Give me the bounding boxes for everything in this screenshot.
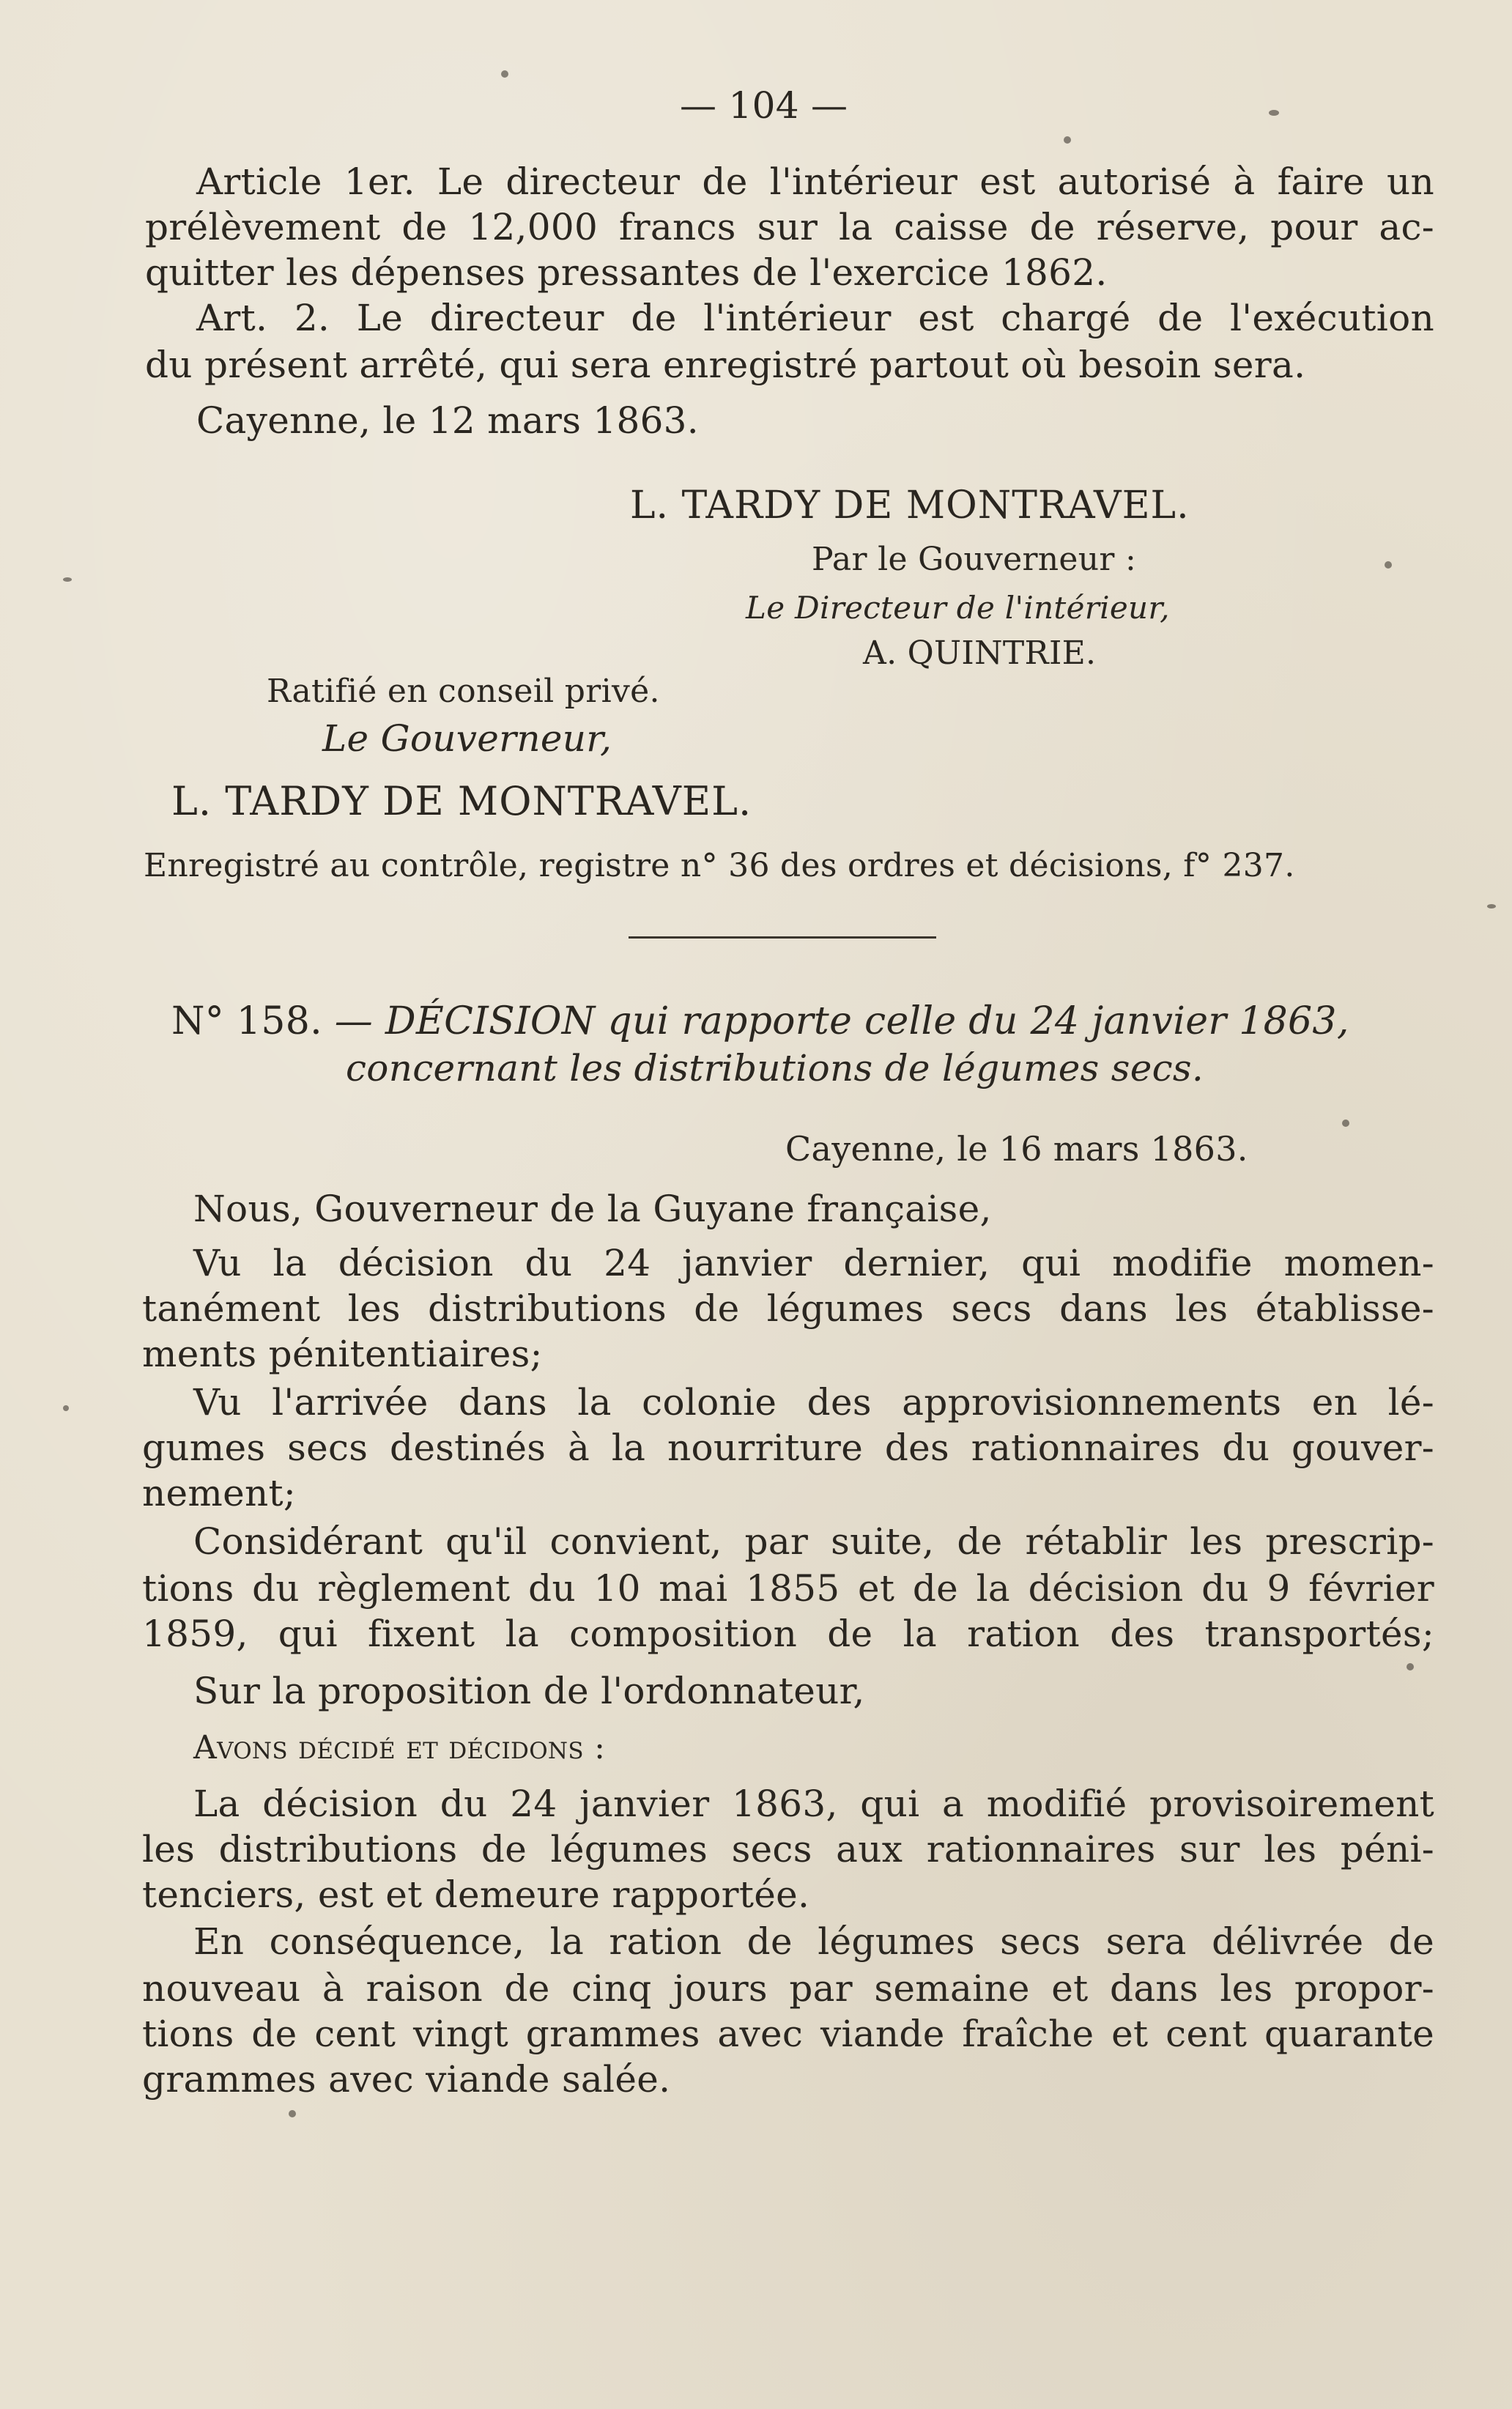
paper-speck: [63, 577, 72, 582]
decision-line-6: gumes secs destinés à la nourriture des rationnaires du gouver-: [142, 1426, 1434, 1469]
decision-line-4: ments pénitentiaires;: [142, 1333, 543, 1375]
decision-line-15: tenciers, est et demeure rapportée.: [142, 1873, 810, 1916]
paper-speck: [1269, 110, 1279, 116]
section-divider: [629, 936, 936, 939]
decision-line-7: nement;: [142, 1472, 297, 1514]
directeur-title: Le Directeur de l'intérieur,: [746, 590, 1170, 626]
decision-line-16: En conséquence, la ration de légumes secs sera délivrée de: [193, 1920, 1434, 1963]
arrete-line-1: Article 1er. Le directeur de l'intérieur est autorisé à faire un: [196, 160, 1434, 203]
arrete-date: Cayenne, le 12 mars 1863.: [196, 399, 699, 442]
arrete-line-3: quitter les dépenses pressantes de l'exercice 1862.: [145, 251, 1108, 294]
paper-speck: [1342, 1120, 1349, 1127]
decision-title-line-1: — DÉCISION qui rapporte celle du 24 janvier 1863,: [334, 999, 1349, 1043]
decision-line-8: Considérant qu'il convient, par suite, de rétablir les prescrip-: [193, 1520, 1434, 1563]
gouverneur-title: Le Gouverneur,: [322, 717, 612, 760]
paper-speck: [501, 70, 508, 78]
decision-line-10: 1859, qui fixent la composition de la ration des transportés;: [142, 1613, 1434, 1655]
decision-line-18: tions de cent vingt grammes avec viande fraîche et cent quarante: [142, 2013, 1434, 2055]
paper-speck: [1487, 904, 1496, 909]
decision-line-11: Sur la proposition de l'ordonnateur,: [193, 1670, 865, 1712]
ratifie-text: Ratifié en conseil privé.: [267, 673, 660, 710]
decision-line-5: Vu l'arrivée dans la colonie des approvisionnements en lé-: [193, 1381, 1434, 1424]
decision-line-17: nouveau à raison de cinq jours par semaine et dans les propor-: [142, 1967, 1434, 2010]
gouverneur-name: L. TARDY DE MONTRAVEL.: [171, 778, 752, 824]
arrete-line-2: prélèvement de 12,000 francs sur la caisse de réserve, pour ac-: [145, 206, 1434, 248]
decision-line-19: grammes avec viande salée.: [142, 2058, 671, 2101]
decision-heading-line-1: [171, 999, 1349, 1043]
decision-date: Cayenne, le 16 mars 1863.: [785, 1129, 1248, 1169]
decision-line-12: Avons décidé et décidons :: [193, 1729, 606, 1766]
par-le-gouverneur: Par le Gouverneur :: [812, 541, 1137, 578]
decision-line-14: les distributions de légumes secs aux rationnaires sur les péni-: [142, 1828, 1434, 1870]
enregistre-note: Enregistré au contrôle, registre n° 36 des ordres et décisions, f° 237.: [144, 847, 1295, 884]
decision-line-13: La décision du 24 janvier 1863, qui a modifié provisoirement: [193, 1783, 1434, 1825]
decision-line-1: Nous, Gouverneur de la Guyane française,: [193, 1188, 992, 1230]
paper-speck: [1407, 1663, 1414, 1670]
arrete-signature: L. TARDY DE MONTRAVEL.: [630, 484, 1190, 528]
decision-line-2: Vu la décision du 24 janvier dernier, qui modifie momen-: [193, 1242, 1434, 1284]
decision-line-9: tions du règlement du 10 mai 1855 et de la décision du 9 février: [142, 1567, 1434, 1610]
paper-speck: [289, 2110, 296, 2117]
arrete-line-4: Art. 2. Le directeur de l'intérieur est chargé de l'exécution: [196, 297, 1434, 339]
page-number: — 104 —: [680, 84, 848, 127]
directeur-name: A. QUINTRIE.: [863, 634, 1097, 672]
paper-speck: [1064, 136, 1071, 144]
decision-number: N° 158.: [171, 999, 322, 1043]
paper-speck: [63, 1405, 69, 1411]
paper-speck: [1385, 561, 1392, 569]
arrete-line-5: du présent arrêté, qui sera enregistré partout où besoin sera.: [145, 344, 1306, 386]
decision-title-line-2: concernant les distributions de légumes secs.: [346, 1047, 1204, 1089]
decision-line-3: tanément les distributions de légumes secs dans les établisse-: [142, 1287, 1434, 1330]
